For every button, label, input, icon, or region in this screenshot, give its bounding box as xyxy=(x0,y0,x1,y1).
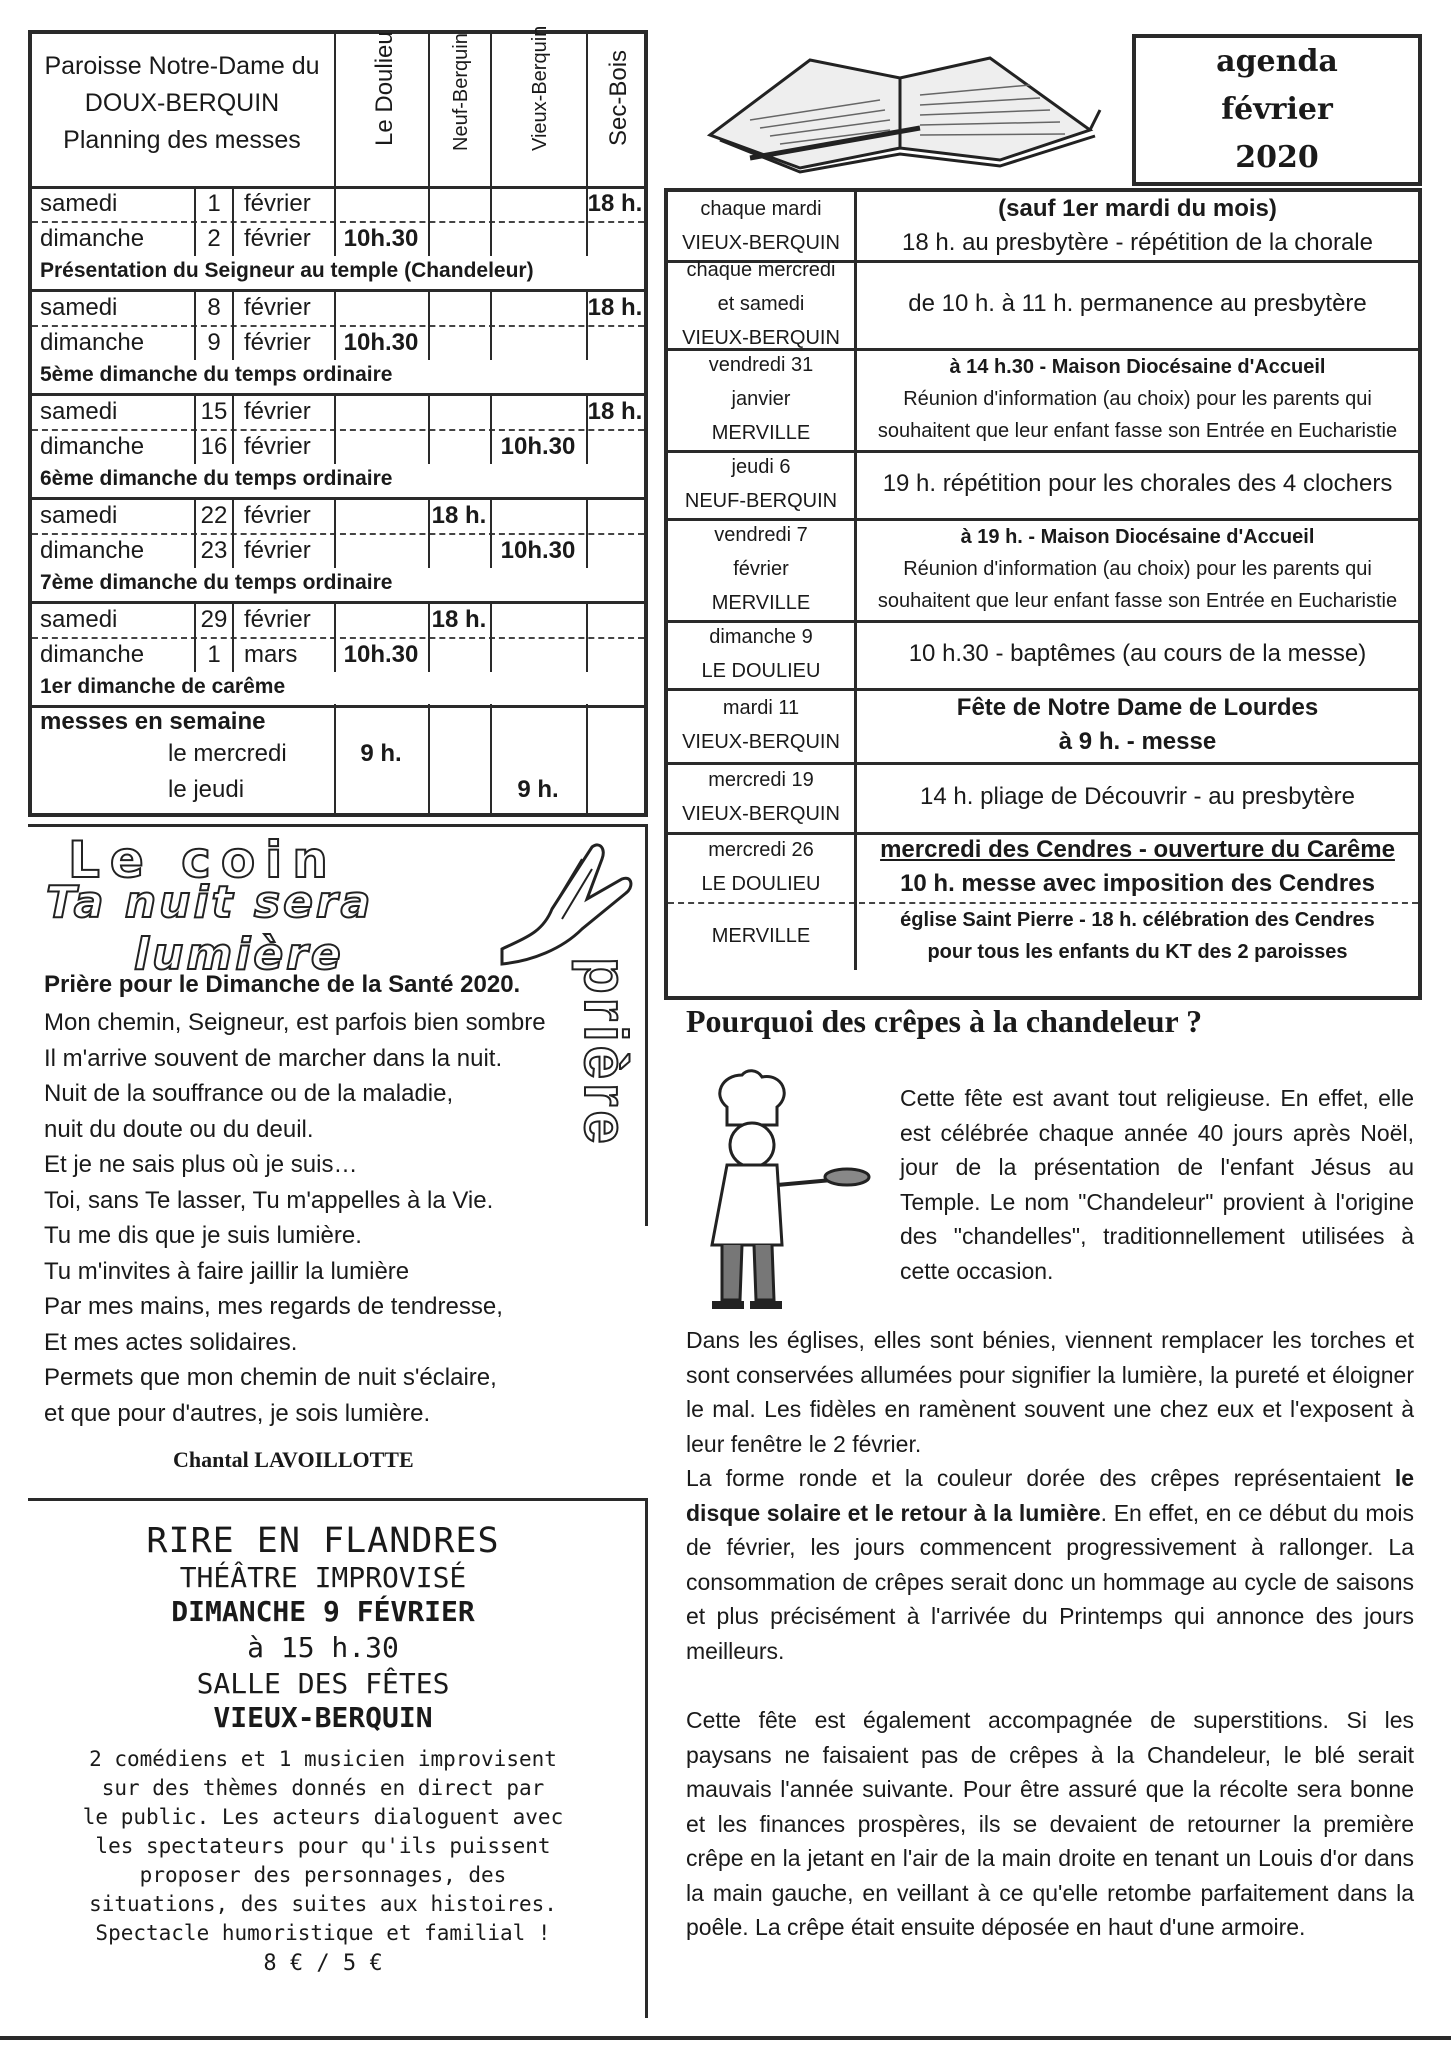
day-number: 22 xyxy=(194,498,232,533)
agenda-row xyxy=(668,902,1418,970)
prayer-line: Tu m'invites à faire jaillir la lumière xyxy=(44,1257,410,1285)
agenda-event-line: mercredi des Cendres - ouverture du Carême xyxy=(880,836,1395,863)
agenda-event-line: (sauf 1er mardi du mois) xyxy=(998,195,1277,222)
agenda-row xyxy=(668,518,1418,623)
agenda-event-line: Réunion d'information (au choix) pour les parents qui xyxy=(903,558,1372,580)
agenda-row xyxy=(668,620,1418,691)
mass-week-block xyxy=(32,394,644,500)
agenda-head-line: février xyxy=(1221,92,1333,127)
ad-title: RIRE EN FLANDRES xyxy=(146,1521,500,1561)
article-paragraph xyxy=(686,1461,1414,1668)
agenda-header-box xyxy=(1132,34,1422,186)
day-number: 23 xyxy=(194,533,232,568)
coin-title: Le coin xyxy=(68,831,338,889)
agenda-row xyxy=(668,762,1418,835)
mass-row xyxy=(32,533,644,568)
column-label: Le Doulieu xyxy=(371,31,398,146)
agenda-event-line: 10 h. messe avec imposition des Cendres xyxy=(900,870,1375,897)
mass-row xyxy=(32,602,644,639)
mass-time: 10h.30 xyxy=(500,537,576,564)
month: février xyxy=(232,221,334,256)
agenda-date-place xyxy=(668,902,857,970)
day-label: dimanche xyxy=(40,225,145,252)
mass-time: 10h.30 xyxy=(343,225,419,252)
agenda-event-line: Réunion d'information (au choix) pour les parents qui xyxy=(903,388,1372,410)
column-label: Vieux-Berquin xyxy=(529,25,551,151)
day-label: dimanche xyxy=(40,329,145,356)
mass-week-block xyxy=(32,290,644,396)
agenda-date-place xyxy=(668,348,857,450)
text-run-bold: le disque solaire et le retour à la lumière xyxy=(686,1465,1414,1526)
prayer-line: Il m'arrive souvent de marcher dans la nuit. xyxy=(44,1044,503,1072)
agenda-event xyxy=(857,902,1418,970)
mass-table-header xyxy=(32,25,644,189)
mass-schedule-table xyxy=(28,25,648,817)
feast-label: 1er dimanche de carême xyxy=(40,675,286,698)
agenda-event-line: à 19 h. - Maison Diocésaine d'Accueil xyxy=(960,526,1315,548)
agenda-event xyxy=(857,348,1418,450)
praying-hands-icon xyxy=(482,839,642,969)
agenda-left-line: chaque mardi xyxy=(700,198,822,220)
agenda-event-line: pour tous les enfants du KT des 2 paroisses xyxy=(927,941,1348,963)
agenda-event-line: 18 h. au presbytère - répétition de la chorale xyxy=(902,229,1373,256)
chef-with-pan-illustration xyxy=(682,1065,872,1325)
prayer-line: Nuit de la souffrance ou de la maladie, xyxy=(44,1080,454,1107)
mass-time: 18 h. xyxy=(587,398,643,425)
agenda-left-line: MERVILLE xyxy=(711,422,811,444)
ad-town: VIEUX-BERQUIN xyxy=(213,1701,433,1734)
agenda-table xyxy=(664,188,1422,1000)
feast-label: 7ème dimanche du temps ordinaire xyxy=(40,571,393,594)
agenda-date-place xyxy=(668,450,857,518)
agenda-left-line: mercredi 19 xyxy=(708,769,814,791)
prayer-corner xyxy=(28,824,648,1472)
mass-week-block xyxy=(32,186,644,292)
agenda-left-line: NEUF-BERQUIN xyxy=(684,490,838,512)
day-label: samedi xyxy=(40,398,118,425)
mass-time: 18 h. xyxy=(587,190,643,217)
agenda-event xyxy=(857,832,1418,902)
agenda-left-line: janvier xyxy=(731,388,791,410)
weekday-thu-label: le jeudi xyxy=(168,776,245,803)
weekday-wed-time: 9 h. xyxy=(360,740,402,767)
agenda-left-line: VIEUX-BERQUIN xyxy=(682,327,840,349)
agenda-event xyxy=(857,260,1418,348)
mass-week-block xyxy=(32,498,644,604)
agenda-event-line: souhaitent que leur enfant fasse son Entrée en Eucharistie xyxy=(877,590,1398,612)
mass-time: 18 h. xyxy=(431,606,487,633)
month: février xyxy=(232,429,334,464)
article-paragraph: Cette fête est avant tout religieuse. En effet, elle est célébrée chaque année 40 jours après Noël, jour de la présentation de l'enfant Jésus au Temple. Le nom "Chandeleur" provient à l'origine des "chandelles", traditionnellement utilisées à cette occasion. xyxy=(900,1085,1414,1284)
feast-label: Présentation du Seigneur au temple (Chandeleur) xyxy=(40,259,534,282)
ad-body-line: les spectateurs pour qu'ils puissent xyxy=(95,1834,551,1858)
agenda-event-line: souhaitent que leur enfant fasse son Entrée en Eucharistie xyxy=(877,420,1398,442)
mass-time: 18 h. xyxy=(587,294,643,321)
month: février xyxy=(232,498,334,533)
agenda-date-place xyxy=(668,832,857,902)
agenda-left-line: VIEUX-BERQUIN xyxy=(682,731,840,753)
month: février xyxy=(232,602,334,637)
month: février xyxy=(232,325,334,360)
agenda-event-line: 14 h. pliage de Découvrir - au presbytère xyxy=(920,783,1355,810)
agenda-left-line: et samedi xyxy=(717,293,805,315)
agenda-event-line: 10 h.30 - baptêmes (au cours de la messe) xyxy=(908,640,1367,667)
weekday-title: messes en semaine xyxy=(40,708,266,735)
ad-body-line: proposer des personnages, des xyxy=(139,1863,507,1887)
agenda-date-place xyxy=(668,518,857,620)
prayer-line: Mon chemin, Seigneur, est parfois bien sombre xyxy=(44,1009,546,1036)
open-agenda-book-illustration xyxy=(690,40,1110,190)
agenda-row xyxy=(668,348,1418,453)
agenda-event xyxy=(857,192,1418,260)
ad-body-line: situations, des suites aux histoires. xyxy=(89,1892,557,1916)
day-number: 9 xyxy=(194,325,232,360)
prayer-line: Par mes mains, mes regards de tendresse, xyxy=(44,1293,503,1320)
article-title: Pourquoi des crêpes à la chandeleur ? xyxy=(686,1003,1203,1039)
day-label: samedi xyxy=(40,294,118,321)
day-number: 1 xyxy=(194,186,232,221)
day-number: 2 xyxy=(194,221,232,256)
side-title: prière xyxy=(572,957,639,1148)
agenda-event-line: 19 h. répétition pour les chorales des 4 clochers xyxy=(882,470,1393,497)
month: février xyxy=(232,394,334,429)
day-number: 16 xyxy=(194,429,232,464)
mass-row xyxy=(32,498,644,535)
agenda-left-line: chaque mercredi xyxy=(686,259,836,281)
agenda-date-place xyxy=(668,620,857,688)
mass-week-block xyxy=(32,602,644,708)
agenda-event xyxy=(857,518,1418,620)
ad-price: 8 € / 5 € xyxy=(263,1951,383,1976)
prayer-line: Et je ne sais plus où je suis… xyxy=(44,1151,358,1178)
prayer-line: Toi, sans Te lasser, Tu m'appelles à la Vie. xyxy=(44,1186,494,1214)
column-header-le-doulieu xyxy=(334,31,430,186)
month: février xyxy=(232,290,334,325)
agenda-left-line: MERVILLE xyxy=(711,925,811,947)
mass-table-title xyxy=(32,48,332,159)
agenda-left-line: LE DOULIEU xyxy=(701,660,821,682)
mass-row xyxy=(32,637,644,672)
title-line: Paroisse Notre-Dame du xyxy=(44,52,320,80)
prayer-line: Tu me dis que je suis lumière. xyxy=(44,1222,362,1249)
agenda-left-line: VIEUX-BERQUIN xyxy=(682,803,840,825)
prayer-line: Permets que mon chemin de nuit s'éclaire, xyxy=(44,1364,497,1391)
agenda-left-line: février xyxy=(733,558,789,580)
day-label: dimanche xyxy=(40,433,145,460)
column-label: Sec-Bois xyxy=(605,49,632,146)
agenda-date-place xyxy=(668,192,857,260)
agenda-event xyxy=(857,450,1418,518)
column-header-neuf-berquin xyxy=(428,34,492,186)
text-run: La forme ronde et la couleur dorée des crêpes représentaient xyxy=(686,1465,1395,1491)
day-label: samedi xyxy=(40,502,118,529)
day-number: 15 xyxy=(194,394,232,429)
agenda-event xyxy=(857,762,1418,832)
ad-line: THÉÂTRE IMPROVISÉ xyxy=(179,1561,467,1594)
agenda-event-line: Fête de Notre Dame de Lourdes xyxy=(956,694,1319,721)
mass-row xyxy=(32,394,644,431)
mass-row xyxy=(32,186,644,223)
agenda-left-line: VIEUX-BERQUIN xyxy=(682,232,840,254)
mass-row xyxy=(32,325,644,360)
weekday-thu-time: 9 h. xyxy=(517,776,559,803)
mass-time: 10h.30 xyxy=(343,329,419,356)
feast-label: 6ème dimanche du temps ordinaire xyxy=(40,467,393,490)
agenda-left-line: MERVILLE xyxy=(711,592,811,614)
ad-body-line: Spectacle humoristique et familial ! xyxy=(95,1921,551,1945)
ad-body-line: 2 comédiens et 1 musicien improvisent xyxy=(89,1747,557,1771)
title-line: DOUX-BERQUIN xyxy=(84,89,280,117)
month: février xyxy=(232,186,334,221)
prayer-line: nuit du doute ou du deuil. xyxy=(44,1115,314,1143)
agenda-left-line: mardi 11 xyxy=(722,697,800,719)
agenda-left-line: jeudi 6 xyxy=(731,456,791,478)
day-number: 29 xyxy=(194,602,232,637)
mass-row xyxy=(32,290,644,327)
day-number: 1 xyxy=(194,637,232,672)
agenda-left-line: vendredi 7 xyxy=(714,524,808,546)
agenda-date-place xyxy=(668,688,857,762)
agenda-left-line: mercredi 26 xyxy=(708,839,814,861)
page-bottom-rule xyxy=(0,2036,1451,2040)
mass-time: 18 h. xyxy=(431,502,487,529)
day-label: dimanche xyxy=(40,641,145,668)
ad-time: à 15 h.30 xyxy=(247,1631,399,1664)
column-header-vieux-berquin xyxy=(490,25,588,186)
mass-row xyxy=(32,221,644,256)
month: mars xyxy=(232,637,334,672)
ad-body-line: sur des thèmes donnés en direct par xyxy=(101,1776,545,1800)
agenda-left-line: LE DOULIEU xyxy=(701,873,821,895)
prayer-subtitle: lumière xyxy=(134,929,344,980)
agenda-row xyxy=(668,832,1418,904)
article-paragraph: Cette fête est également accompagnée de superstitions. Si les paysans ne faisaient pas de crêpes à la Chandeleur, le blé serait mauvais l'année suivante. Pour être assuré que la récolte sera bonne et les finances prospères, ils se devaient de retourner la première crêpe en la jetant en l'air de la main droite en tenant un Louis d'or dans la main gauche, en veillant à ce qu'elle retombe parfaitement dans la poêle. La crêpe était ensuite déposée en haut d'une armoire. xyxy=(686,1707,1414,1940)
agenda-date-place xyxy=(668,260,857,348)
agenda-row xyxy=(668,688,1418,765)
feast-label: 5ème dimanche du temps ordinaire xyxy=(40,363,393,386)
prayer-heading: Prière pour le Dimanche de la Santé 2020. xyxy=(44,971,521,998)
prayer-line: et que pour d'autres, je sois lumière. xyxy=(44,1399,431,1427)
agenda-event xyxy=(857,688,1418,762)
column-label: Neuf-Berquin xyxy=(450,33,472,151)
agenda-row xyxy=(668,260,1418,351)
agenda-left-line: vendredi 31 xyxy=(708,354,814,376)
column-header-sec-bois xyxy=(586,34,646,186)
agenda-row xyxy=(668,450,1418,521)
agenda-event-line: église Saint Pierre - 18 h. célébration des Cendres xyxy=(900,909,1375,931)
prayer-subtitle: Ta nuit sera xyxy=(46,877,374,928)
text-run: . En effet, en ce début du mois de février, les jours commencent progressivement à rallonger. La consommation de crêpes serait donc un hommage au cycle de saisons et plus précisément à l'arrivée du Printemps qui annonce des jours meilleurs. xyxy=(686,1499,1414,1664)
agenda-event xyxy=(857,620,1418,688)
ad-venue: SALLE DES FÊTES xyxy=(196,1667,450,1700)
agenda-event-line: de 10 h. à 11 h. permanence au presbytère xyxy=(908,290,1367,317)
day-number: 8 xyxy=(194,290,232,325)
title-line: Planning des messes xyxy=(63,126,301,154)
prayer-line: Et mes actes solidaires. xyxy=(44,1328,298,1356)
agenda-event-line: à 9 h. - messe xyxy=(1058,728,1217,755)
priere-vertical-title xyxy=(572,957,646,1207)
ad-body-line: le public. Les acteurs dialoguent avec xyxy=(82,1805,564,1829)
ad-date: DIMANCHE 9 FÉVRIER xyxy=(171,1595,475,1628)
weekday-wed-label: le mercredi xyxy=(168,740,287,767)
day-label: samedi xyxy=(40,606,118,633)
agenda-head-line: agenda xyxy=(1216,44,1338,79)
article-paragraph: Dans les églises, elles sont bénies, viennent remplacer les torches et sont conservées allumées pour signifier la lumière, la pureté et éloigner le mal. Les fidèles en ramènent souvent une chez eux et l'exposent à leur fenêtre le 2 février. xyxy=(686,1327,1414,1457)
mass-row xyxy=(32,429,644,464)
agenda-date-place xyxy=(668,762,857,832)
agenda-head-line: 2020 xyxy=(1235,140,1319,175)
rire-en-flandres-ad xyxy=(28,1498,648,2018)
agenda-event-line: à 14 h.30 - Maison Diocésaine d'Accueil xyxy=(949,356,1326,378)
mass-time: 10h.30 xyxy=(500,433,576,460)
agenda-left-line: dimanche 9 xyxy=(709,626,813,648)
prayer-author: Chantal LAVOILLOTTE xyxy=(173,1447,414,1472)
crepes-article xyxy=(664,1003,1422,2018)
day-label: samedi xyxy=(40,190,118,217)
mass-time: 10h.30 xyxy=(343,641,419,668)
month: février xyxy=(232,533,334,568)
weekday-masses xyxy=(32,704,644,814)
day-label: dimanche xyxy=(40,537,145,564)
